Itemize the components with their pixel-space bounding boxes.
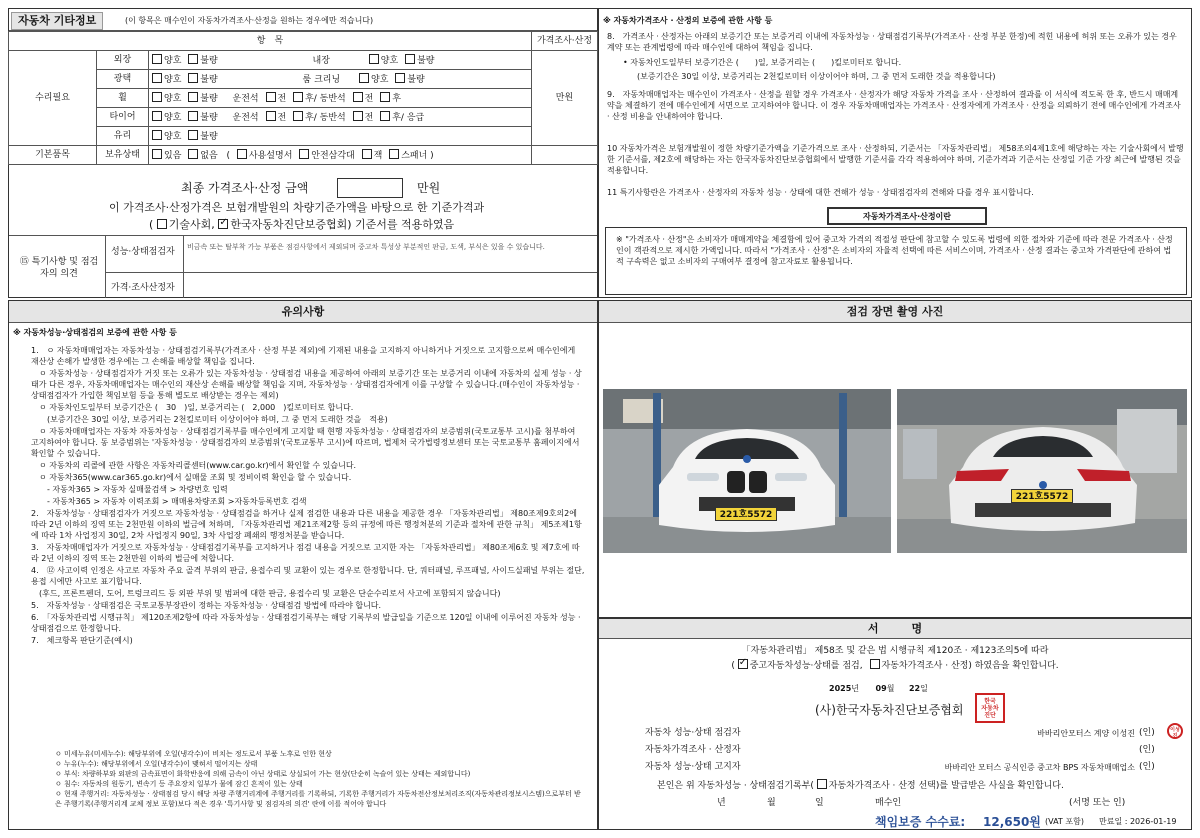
signature-line2: ( ✓ 중고자동차성능·상태를 점검, 자동차가격조사 · 산정) 하였음을 확인합니다. — [599, 659, 1191, 672]
signature-header: 서 명 — [599, 619, 1191, 639]
price-box-text: ※ "가격조사 · 산정"은 소비자가 매매계약을 체결함에 있어 중고차 가격의 적절성 판단에 참고할 수 있도록 법령에 의한 절차와 기준에 따라 전문 가격조사 · 산정인이 객관적으로 제시한 가액입니다. 따라서 "가격조사 · 산정"은 소비자의 자율적 선택에 따른 서비스이며, 가격조사 · 산정 결과는 중고차 가격판단에 관하여 법적 구속력은 없고 소비자의 구매여부 결정에 참고자료로 활용됩니다. — [616, 235, 1173, 266]
notice-panel — [8, 300, 598, 830]
notice-item: 4. ⑫ 사고이력 인정은 사고로 자동차 주요 골격 부위의 판금, 용접수리 및 교환이 있는 경우로 한정합니다. 단, 쿼터패널, 루프패널, 사이드실패널 부위는 절단, 용접 시에만 사고로 표기합니다. — [31, 566, 585, 586]
photos-header: 점검 장면 촬영 사진 — [599, 301, 1191, 323]
row-basic-options: 있음 없음 ( 사용설명서 안전삼각대 잭 스패너 ) — [149, 146, 532, 165]
special-notes-label: ⑮ 특기사항 및 점검자의 의견 — [19, 257, 99, 279]
checkbox-tire-driver-front[interactable] — [266, 111, 276, 121]
signature-row — [599, 742, 1191, 759]
col-price-header: 가격조사·산정 — [532, 32, 598, 51]
checkbox-triangle[interactable] — [299, 149, 309, 159]
signature-role: 자동차 성능·상태 점검자 — [645, 728, 741, 738]
notice-item: ㅇ 자동차인도일부터 보증기간은 ( 30 )일, 보증거리는 ( 2,000 )킬로미터로 합니다. — [31, 403, 354, 412]
checkbox-jack[interactable] — [362, 149, 372, 159]
signature-name: 바바리안모터스 계양 이성진 — [1037, 729, 1135, 738]
notice-item: 2. 자동차성능 · 상태점검자가 거짓으로 자동차성능 · 상태점검을 하거나 실제 점검한 내용과 다른 내용을 제공한 경우 「자동차관리법」 제80조제9호의2에 따라 2년 이하의 징역 또는 2천만원 이하의 벌금에 처하며, 「자동차관리법 제21조제2항 등의 규정에 따른 행정처분의 기준과 절차에 관한 규칙」 제5조제1항에 따라 1차 사업정지 30일, 2차 사업정지 90일, 3차 사업장 폐쇄의 행정처분을 받습니다. — [31, 509, 582, 540]
signature-rows — [599, 725, 1191, 776]
checkbox-receive-appraisal[interactable] — [817, 779, 827, 789]
front-car-photo — [603, 389, 891, 553]
photos-panel — [598, 300, 1192, 618]
price-guarantee-p8b: • 자동차인도일부터 보증기간은 ( )일, 보증거리는 ( )킬로미터로 합니다. — [623, 58, 902, 67]
notice-item: 6. 「자동차관리법 시행규칙」 제120조제2항에 따라 자동차성능 · 상태점검기록부는 해당 기록부의 발급일을 기준으로 120일 이내에 이루어진 자동차 성능 · 상태점검으로 한정합니다. — [31, 613, 581, 633]
signature-org: (사)한국자동차진단보증협회 — [815, 703, 964, 717]
notice-item: 3. 자동차매매업자가 거짓으로 자동차성능 · 상태점검기록부를 고지하거나 점검 내용을 거짓으로 고지한 자는 「자동차관리법」 제80조제6호 및 제7호에 따라 2년 이하의 징역 또는 2천만원 이하의 벌금에 처합니다. — [31, 543, 580, 563]
checkbox-org-kaida[interactable] — [218, 219, 228, 229]
price-guarantee-p8c: (보증기간은 30일 이상, 보증거리는 2천킬로미터 이상이어야 하며, 그 중 먼저 도래한 것을 적용합니다) — [637, 72, 996, 81]
signature-date: 2025년 09월 22일 — [829, 684, 928, 693]
checkbox-org-tech[interactable] — [157, 219, 167, 229]
checkbox-basic-none[interactable] — [188, 149, 198, 159]
signature-row — [599, 759, 1191, 776]
final-price-label: 최종 가격조사·산정 금액 — [181, 181, 309, 195]
notice-item: ㅇ 자동차의 리콜에 관한 사항은 자동차리콜센터(www.car.go.kr)에서 확인할 수 있습니다. — [31, 461, 357, 470]
checkbox-spanner[interactable] — [389, 149, 399, 159]
notice-title: ※ 자동차성능·상태점검의 보증에 관한 사항 등 — [13, 328, 177, 337]
signature-line1: 「자동차관리법」 제58조 및 같은 법 시행규칙 제120조 · 제123조의5에 따라 — [741, 646, 1049, 656]
notice-sub-item: ㅇ 침수: 자동차의 원동기, 변속기 등 주요장치 일부가 물에 잠긴 흔적이 있는 상태 — [55, 780, 303, 788]
checkbox-used-car-check[interactable] — [738, 659, 748, 669]
price-guarantee-panel — [598, 8, 1192, 298]
inspector-label: 성능·상태점검자 — [111, 247, 175, 257]
row-label-hold: 보유상태 — [97, 146, 149, 165]
checkbox-gloss-bad[interactable] — [188, 73, 198, 83]
row-wheel-options: 양호 불량 운전석 전 후/ 동반석 전 후 — [149, 89, 532, 108]
front-car-illustration — [603, 389, 891, 553]
fee-label: 책임보증 수수료: — [875, 815, 966, 829]
notice-sub-list — [55, 749, 585, 809]
signature-role: 자동차 성능·상태 고지자 — [645, 762, 741, 772]
buyer-label: 매수인 — [875, 798, 902, 808]
checkbox-tire-driver-rear[interactable] — [293, 111, 303, 121]
org-seal-icon: 한국 자동차 진단 — [975, 693, 1005, 723]
final-price-unit: 만원 — [417, 181, 441, 195]
sign-month: 09 — [875, 684, 887, 693]
checkbox-wheel-pass-front[interactable] — [353, 92, 363, 102]
buyer-sign: (서명 또는 인) — [1069, 798, 1126, 808]
notice-list — [15, 345, 585, 647]
sign-day: 22 — [908, 684, 921, 693]
section-title: 자동차 기타정보 — [11, 12, 103, 30]
notice-header: 유의사항 — [9, 301, 597, 323]
appraiser-label: 가격·조사산정자 — [111, 283, 175, 293]
notice-item: 1. ㅇ 자동차매매업자는 자동차성능 · 상태점검기록부(가격조사 · 산정 부분 제외)에 기재된 내용을 고지하지 아니하거나 거짓으로 고지함으로써 매수인에게 재산상 손해가 발생한 경우에는 그 손해를 배상할 책임을 집니다. — [31, 346, 576, 366]
notice-sub-item: ㅇ 부식: 차량하부와 외판의 금속표면이 화학반응에 의해 금속이 아닌 상태로 상실되어 가는 현상(단순히 녹슬어 있는 상태는 제외합니다) — [55, 770, 471, 778]
rear-plate: 221호5572 — [1011, 489, 1073, 503]
row-gloss-options: 양호 불량 룸 크리닝 양호 불량 — [149, 70, 532, 89]
basic-label: 기본품목 — [9, 146, 97, 165]
notice-item: (후드, 프론트펜더, 도어, 트렁크리드 등 외판 부위 및 범퍼에 대한 판금, 용접수리 및 교환은 단순수리로서 사고에 포함되지 않습니다) — [31, 589, 501, 598]
checkbox-exterior-bad[interactable] — [188, 54, 198, 64]
rear-car-photo — [897, 389, 1187, 553]
notice-item: - 자동차365 > 자동차 실매물검색 > 차량번호 입력 — [31, 485, 228, 494]
price-guarantee-p9: 9. 자동차매매업자는 매수인이 가격조사 · 산정을 원할 경우 가격조사 · 산정자가 해당 자동차 가격을 조사 · 산정하여 결과를 이 서식에 적도록 한 후, 반드시 매매계약을 체결하기 전에 매수인에게 서면으로 고지하여야 합니다. 이 경우 자동차매매업자는 가격조사 · 산정자에게 가격조사 · 산정을 의뢰하기 전에 매수인에게 가격조사 · 산정 비용을 안내하여야 합니다. — [607, 90, 1181, 121]
checkbox-gloss-good[interactable] — [152, 73, 162, 83]
notice-item: ㅇ 자동차365(www.car365.go.kr)에서 실매물 조회 및 정비이력 확인을 할 수 있습니다. — [31, 473, 352, 482]
fee-vat: (VAT 포함) — [1045, 817, 1084, 826]
notice-item: ㅇ 자동차매매업자는 자동차 자동차성능 · 상태점검기록부를 매수인에게 고지할 때 현행 자동차성능 · 상태점검자의 보증범위(국토교통부 고시)를 첨부하여 고지하여야 합니다. 동 보증범위는 '자동차성능 · 상태점검자의 보증범위'(국토교통부 고시)에 따르며, 법제처 국가법령정보센터 또는 국토교통부 홈페이지에서 확인할 수 있습니다. — [31, 427, 580, 458]
front-plate: 221호5572 — [715, 507, 777, 521]
notice-item: 7. 체크항목 판단기준(예시) — [31, 636, 133, 645]
notice-item: (보증기간은 30일 이상, 보증거리는 2천킬로미터 이상이어야 하며, 그 중 먼저 도래한 것을 적용) — [31, 415, 388, 424]
final-price-block — [9, 172, 597, 236]
row-glass-options: 양호 불량 — [149, 127, 532, 146]
price-guarantee-title: ※ 자동차가격조사 · 산정의 보증에 관한 사항 등 — [603, 16, 773, 25]
inspector-seal-icon: 이성진 — [1167, 723, 1183, 739]
fee-value: 12,650원 — [983, 815, 1041, 829]
price-guarantee-p11: 11 특기사항란은 가격조사 · 산정자의 자동차 성능 · 상태에 대한 견해가 성능 · 상태점검자의 견해와 다를 경우 표시합니다. — [607, 188, 1034, 197]
final-price-org-line: ( 기술사회, ✓ 한국자동차진단보증협회) 기준서를 적용하였음 — [149, 218, 454, 232]
row-label-tire: 타이어 — [97, 108, 149, 127]
checkbox-tire-bad[interactable] — [188, 111, 198, 121]
row-label-room-clean: 룸 크리닝 — [302, 74, 341, 85]
fee-line — [599, 813, 1191, 829]
other-info-panel — [8, 8, 598, 298]
notice-item: - 자동차365 > 자동차 이력조회 > 매매용차량조회 >자동차등록번호 검색 — [31, 497, 307, 506]
checkbox-room-bad[interactable] — [395, 73, 405, 83]
other-info-table — [8, 31, 598, 165]
col-item-header: 항 목 — [9, 32, 532, 51]
row-label-gloss: 광택 — [97, 70, 149, 89]
checkbox-tire-pass-rear[interactable] — [380, 111, 390, 121]
checkbox-room-good[interactable] — [359, 73, 369, 83]
notice-item: 5. 자동차성능 · 상태점검은 국토교통부장관이 정하는 자동차성능 · 상태점검 방법에 따라야 합니다. — [31, 601, 382, 610]
checkbox-exterior-good[interactable] — [152, 54, 162, 64]
price-guarantee-p8: 8. 가격조사 · 산정자는 아래의 보증기간 또는 보증거리 이내에 자동차성능 · 상태점검기록부(가격조사 · 산정 부분 한정)에 적힌 내용에 허위 또는 오류가 있는 경우 계약 또는 관계법령에 따라 매수인에 대하여 책임을 집니다. — [607, 32, 1177, 52]
row-exterior-options: 양호 불량 내장 양호 불량 — [149, 51, 532, 70]
checkbox-wheel-driver-rear[interactable] — [293, 92, 303, 102]
signature-mark: (인) — [1139, 728, 1155, 738]
sign-year: 2025 — [829, 684, 852, 693]
checkbox-price-appraisal[interactable] — [870, 659, 880, 669]
signature-role: 자동차가격조사 · 산정자 — [645, 745, 741, 755]
final-price-desc: 이 가격조사·산정가격은 보험개발원의 차량기준가액을 바탕으로 한 기준가격과 — [109, 201, 485, 214]
signature-row — [599, 725, 1191, 742]
receive-line: 본인은 위 자동차성능 · 상태점검기록부( 자동차가격조사 · 산정 선택)를 발급받은 사실을 확인합니다. — [657, 781, 1064, 791]
rear-car-illustration — [897, 389, 1187, 553]
other-info-header — [9, 9, 597, 31]
checkbox-wheel-driver-front[interactable] — [266, 92, 276, 102]
checkbox-manual[interactable] — [237, 149, 247, 159]
notice-sub-item: ㅇ 미세누유(미세누수): 해당부위에 오일(냉각수)이 비치는 정도로서 부품 노후로 인한 현상 — [55, 750, 332, 758]
checkbox-interior-good[interactable] — [369, 54, 379, 64]
signature-mark: (인) — [1139, 745, 1155, 755]
price-guarantee-p10: 10 자동차가격은 보험개발원이 정한 차량기준가액을 기준가격으로 조사 · 산정하되, 기준서는 「자동차관리법」 제58조의4제1호에 해당하는 자는 기술사회에서 발행한 기준서를, 제2호에 해당하는 자는 한국자동차진단보증협회에서 발행한 기준서를 각각 적용하여야 하며, 기준가격과 기준서는 산정일 기준 가장 최근에 발행된 것을 적용합니다. — [607, 144, 1184, 175]
checkbox-glass-bad[interactable] — [188, 130, 198, 140]
section-note: (이 항목은 매수인이 자동차가격조사·산정을 원하는 경우에만 적습니다) — [125, 16, 374, 25]
checkbox-basic-exist[interactable] — [152, 149, 162, 159]
special-notes-block — [9, 236, 597, 298]
checkbox-tire-good[interactable] — [152, 111, 162, 121]
signature-mark: (인) — [1139, 762, 1155, 772]
row-tire-options: 양호 불량 운전석 전 후/ 동반석 전 후/ 응급 — [149, 108, 532, 127]
notice-sub-item: ㅇ 누유(누수): 해당부위에서 오일(냉각수)이 맺혀서 떨어지는 상태 — [55, 760, 258, 768]
checkbox-wheel-bad[interactable] — [188, 92, 198, 102]
signature-panel: 서 명 「자동차관리법」 제58조 및 같은 법 시행규칙 제120조 · 제123조의5에 따라 ( ✓ 중고자동차성능·상태를 점검, 자동차가격조사 · 산정) 하였음을 확인합니다. 2025년 09월 22일 (사)한국자동차진단보증협회 한국 자동차 진단 자동차 성능·상태 점검자 바바리안모터스 계양 이성진 (인) 자동차가격조사 · 산정자 (인) 자동차 성능·상태 고지자 바바리안 모터스 공식인증 중고차 BPS 자동차매매업소 (인) 이성진 본인은 위 자동차성능 · 상태점검기록부( 자동차가격조사 · 산정 선택)를 발급받은 사실을 확인합니다. 년 월 일 매수인 (서명 또는 인) 책임보증 수수료: 12,650원 (VAT 포함) 만료일 : 2026-01-19 — [598, 618, 1192, 830]
checkbox-glass-good[interactable] — [152, 130, 162, 140]
row-label-exterior: 외장 — [97, 51, 149, 70]
row-label-interior: 내장 — [312, 55, 330, 66]
row-label-wheel: 휠 — [97, 89, 149, 108]
price-unit: 만원 — [532, 51, 598, 146]
inspector-opinion: 비금속 또는 탈부착 가능 부품은 점검사항에서 제외되며 중고차 특성상 부분적인 판금, 도색, 부식은 있을 수 있습니다. — [187, 243, 545, 251]
notice-item: ㅇ 자동차성능 · 상태점검자가 거짓 또는 오류가 있는 자동차성능 · 상태점검 내용을 제공하여 아래의 보증기간 또는 보증거리 이내에 자동차의 실제 성능 · 상태가 다른 경우, 자동차매매업자는 매수인의 재산상 손해를 배상할 책임을 지며, 자동차성능 · 상태점검자에게 이를 구상할 수 있습니다.(매수인이 자동차성능 · 상태점검자가 가입한 책임보험 등을 통해 별도로 배상받는 경우는 제외) — [31, 369, 582, 400]
checkbox-wheel-good[interactable] — [152, 92, 162, 102]
price-box — [605, 227, 1187, 295]
notice-sub-item: ㅇ 현재 주행거리: 자동차성능 · 상태점검 당시 해당 차량 주행거리계에 주행거리를 기록하되, 기록한 주행거리가 자동차전산정보처리조직(자동차관리정보시스템)으로부터 받은 주행기록(주행거리계 교체 정보 포함)보다 적은 경우 '특기사항 및 점검자의 의견' 란에 이를 적어야 합니다 — [55, 790, 581, 808]
checkbox-tire-pass-front[interactable] — [353, 111, 363, 121]
final-price-input[interactable] — [337, 178, 403, 198]
price-box-title: 자동차가격조사·산정이란 — [827, 207, 987, 225]
row-label-glass: 유리 — [97, 127, 149, 146]
signature-name: 바바리안 모터스 공식인증 중고차 BPS 자동차매매업소 — [944, 763, 1135, 772]
checkbox-interior-bad[interactable] — [405, 54, 415, 64]
checkbox-wheel-pass-rear[interactable] — [380, 92, 390, 102]
expiry-date: 만료일 : 2026-01-19 — [1099, 817, 1177, 826]
repair-label: 수리필요 — [9, 51, 97, 146]
